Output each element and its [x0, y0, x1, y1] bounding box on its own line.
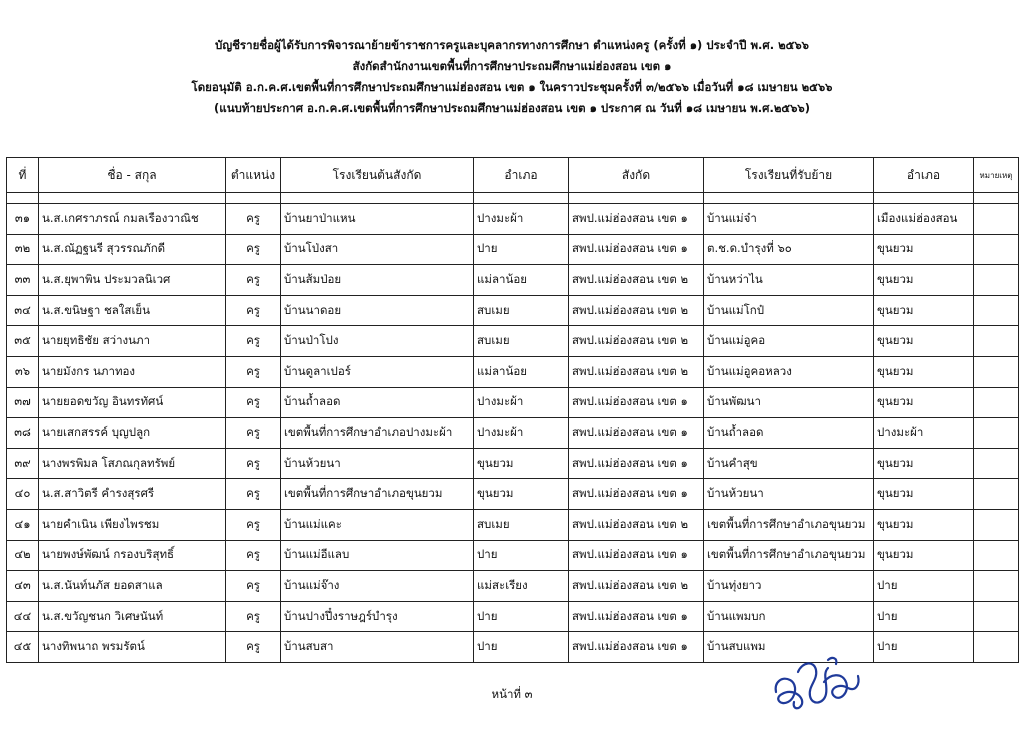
- cell-affiliation: สพป.แม่ฮ่องสอน เขต ๑: [569, 601, 704, 632]
- cell-note: [974, 571, 1019, 602]
- table-row: [7, 356, 1019, 387]
- cell-school: เขตพื้นที่การศึกษาอำเภอปางมะผ้า: [281, 418, 474, 449]
- cell-name: น.ส.สาวิตรี คำรงสุรศรี: [39, 479, 226, 510]
- cell-affiliation: สพป.แม่ฮ่องสอน เขต ๒: [569, 356, 704, 387]
- cell-no: ๓๖: [7, 356, 39, 387]
- cell-new-district: ปางมะผ้า: [874, 418, 974, 449]
- cell-new-district: ขุนยวม: [874, 234, 974, 265]
- spacer-row: [7, 193, 1019, 204]
- cell-name: นายคำเนิน เพียงไพรชม: [39, 509, 226, 540]
- cell-affiliation: สพป.แม่ฮ่องสอน เขต ๑: [569, 418, 704, 449]
- cell-position: ครู: [226, 479, 281, 510]
- cell-note: [974, 204, 1019, 235]
- cell-note: [974, 418, 1019, 449]
- cell-new-district: ขุนยวม: [874, 540, 974, 571]
- cell-note: [974, 356, 1019, 387]
- page-number: หน้าที่ ๓: [491, 687, 533, 701]
- cell-no: ๓๒: [7, 234, 39, 265]
- cell-position: ครู: [226, 540, 281, 571]
- cell-new-district: ขุนยวม: [874, 326, 974, 357]
- cell-school: บ้านป่าโปง: [281, 326, 474, 357]
- column-header-name: ชื่อ - สกุล: [39, 158, 226, 193]
- cell-new-school: บ้านแม่โกป๋: [704, 295, 874, 326]
- column-header-district: อำเภอ: [474, 158, 569, 193]
- cell-no: ๔๓: [7, 571, 39, 602]
- cell-no: ๔๐: [7, 479, 39, 510]
- cell-affiliation: สพป.แม่ฮ่องสอน เขต ๑: [569, 448, 704, 479]
- cell-district: แม่สะเรียง: [474, 571, 569, 602]
- cell-note: [974, 326, 1019, 357]
- column-header-new-district: อำเภอ: [874, 158, 974, 193]
- cell-school: บ้านถ้ำลอด: [281, 387, 474, 418]
- cell-note: [974, 387, 1019, 418]
- table-row: [7, 479, 1019, 510]
- column-header-affiliation: สังกัด: [569, 158, 704, 193]
- cell-note: [974, 632, 1019, 663]
- title-line-2: สังกัดสำนักงานเขตพื้นที่การศึกษาประถมศึกษาแม่ฮ่องสอน เขต ๑: [352, 59, 672, 73]
- document-header: [0, 38, 1024, 122]
- cell-new-school: บ้านถ้ำลอด: [704, 418, 874, 449]
- cell-school: บ้านนาดอย: [281, 295, 474, 326]
- cell-position: ครู: [226, 448, 281, 479]
- cell-name: น.ส.นันท์นภัส ยอดสาแล: [39, 571, 226, 602]
- table-row: [7, 326, 1019, 357]
- cell-note: [974, 265, 1019, 296]
- cell-name: น.ส.ณัฏฐนรี สุวรรณภักดี: [39, 234, 226, 265]
- cell-no: ๓๑: [7, 204, 39, 235]
- cell-district: ปางมะผ้า: [474, 204, 569, 235]
- cell-school: บ้านแม่จ๊าง: [281, 571, 474, 602]
- cell-new-school: บ้านแม่อูคอ: [704, 326, 874, 357]
- cell-name: นายยอดขวัญ อินทรทัศน์: [39, 387, 226, 418]
- cell-affiliation: สพป.แม่ฮ่องสอน เขต ๒: [569, 265, 704, 296]
- cell-position: ครู: [226, 234, 281, 265]
- table-row: [7, 540, 1019, 571]
- table-row: [7, 418, 1019, 449]
- cell-name: นายพงษ์พัฒน์ กรองบริสุทธิ์: [39, 540, 226, 571]
- cell-district: ปาย: [474, 234, 569, 265]
- cell-new-school: ต.ช.ด.บำรุงที่ ๖๐: [704, 234, 874, 265]
- cell-position: ครู: [226, 295, 281, 326]
- cell-school: บ้านแม่อีแลบ: [281, 540, 474, 571]
- cell-position: ครู: [226, 356, 281, 387]
- column-header-no: ที่: [7, 158, 39, 193]
- cell-district: สบเมย: [474, 295, 569, 326]
- column-header-school: โรงเรียนต้นสังกัด: [281, 158, 474, 193]
- cell-affiliation: สพป.แม่ฮ่องสอน เขต ๑: [569, 632, 704, 663]
- cell-position: ครู: [226, 265, 281, 296]
- header-row: [7, 158, 1019, 193]
- cell-district: สบเมย: [474, 326, 569, 357]
- cell-new-district: ขุนยวม: [874, 479, 974, 510]
- cell-position: ครู: [226, 632, 281, 663]
- title-line-3: โดยอนุมัติ อ.ก.ค.ศ.เขตพื้นที่การศึกษาประถมศึกษาแม่ฮ่องสอน เขต ๑ ในคราวประชุมครั้งที่ ๓/๒๕๖๖ เมื่อวันที่ ๑๘ เมษายน ๒๕๖๖: [191, 80, 833, 94]
- cell-affiliation: สพป.แม่ฮ่องสอน เขต ๑: [569, 540, 704, 571]
- cell-new-district: เมืองแม่ฮ่องสอน: [874, 204, 974, 235]
- cell-name: นายยุทธิชัย สว่างนภา: [39, 326, 226, 357]
- cell-note: [974, 448, 1019, 479]
- title-line-1: บัญชีรายชื่อผู้ได้รับการพิจารณาย้ายข้าราชการครูและบุคลากรทางการศึกษา ตำแหน่งครู (ครั้งที่ ๑) ประจำปี พ.ศ. ๒๕๖๖: [215, 38, 809, 52]
- cell-new-school: บ้านแม่จ๋า: [704, 204, 874, 235]
- cell-position: ครู: [226, 326, 281, 357]
- cell-school: เขตพื้นที่การศึกษาอำเภอขุนยวม: [281, 479, 474, 510]
- cell-name: น.ส.ยุพาพิน ประมวลนิเวศ: [39, 265, 226, 296]
- cell-position: ครู: [226, 601, 281, 632]
- cell-district: ขุนยวม: [474, 448, 569, 479]
- cell-new-district: ขุนยวม: [874, 509, 974, 540]
- cell-new-district: ปาย: [874, 571, 974, 602]
- cell-affiliation: สพป.แม่ฮ่องสอน เขต ๒: [569, 326, 704, 357]
- cell-note: [974, 295, 1019, 326]
- cell-district: แม่ลาน้อย: [474, 265, 569, 296]
- cell-position: ครู: [226, 418, 281, 449]
- cell-affiliation: สพป.แม่ฮ่องสอน เขต ๑: [569, 204, 704, 235]
- cell-position: ครู: [226, 204, 281, 235]
- cell-position: ครู: [226, 509, 281, 540]
- cell-no: ๔๒: [7, 540, 39, 571]
- cell-no: ๓๗: [7, 387, 39, 418]
- cell-district: สบเมย: [474, 509, 569, 540]
- cell-school: บ้านโป่งสา: [281, 234, 474, 265]
- cell-new-school: บ้านแพมบก: [704, 601, 874, 632]
- cell-school: บ้านสบสา: [281, 632, 474, 663]
- cell-no: ๓๘: [7, 418, 39, 449]
- table-row: [7, 509, 1019, 540]
- column-header-note: หมายเหตุ: [974, 158, 1019, 193]
- cell-new-school: เขตพื้นที่การศึกษาอำเภอขุนยวม: [704, 540, 874, 571]
- cell-no: ๓๙: [7, 448, 39, 479]
- cell-name: น.ส.ขนิษฐา ชลใสเย็น: [39, 295, 226, 326]
- cell-note: [974, 479, 1019, 510]
- cell-affiliation: สพป.แม่ฮ่องสอน เขต ๑: [569, 234, 704, 265]
- cell-new-district: ขุนยวม: [874, 448, 974, 479]
- table-row: [7, 448, 1019, 479]
- cell-new-school: บ้านสบแพม: [704, 632, 874, 663]
- signature-image: [768, 652, 868, 714]
- cell-affiliation: สพป.แม่ฮ่องสอน เขต ๑: [569, 479, 704, 510]
- cell-new-school: บ้านหว่าไน: [704, 265, 874, 296]
- cell-new-district: ขุนยวม: [874, 295, 974, 326]
- table-row: [7, 265, 1019, 296]
- cell-school: บ้านยาป่าแหน: [281, 204, 474, 235]
- cell-district: ปาย: [474, 540, 569, 571]
- cell-new-school: บ้านแม่อูคอหลวง: [704, 356, 874, 387]
- cell-no: ๓๕: [7, 326, 39, 357]
- cell-new-school: บ้านคำสุข: [704, 448, 874, 479]
- cell-no: ๔๔: [7, 601, 39, 632]
- cell-new-district: ปาย: [874, 601, 974, 632]
- cell-new-district: ขุนยวม: [874, 265, 974, 296]
- cell-district: ปาย: [474, 601, 569, 632]
- cell-no: ๓๔: [7, 295, 39, 326]
- table-row: [7, 295, 1019, 326]
- cell-no: ๓๓: [7, 265, 39, 296]
- cell-new-district: ปาย: [874, 632, 974, 663]
- cell-affiliation: สพป.แม่ฮ่องสอน เขต ๑: [569, 387, 704, 418]
- transfer-table: [6, 157, 1019, 663]
- cell-name: นายมังกร นภาทอง: [39, 356, 226, 387]
- cell-new-school: บ้านทุ่งยาว: [704, 571, 874, 602]
- cell-no: ๔๕: [7, 632, 39, 663]
- table-row: [7, 204, 1019, 235]
- cell-school: บ้านดูลาเปอร์: [281, 356, 474, 387]
- cell-school: บ้านแม่แคะ: [281, 509, 474, 540]
- cell-district: ปาย: [474, 632, 569, 663]
- cell-name: นางทิพนาถ พรมรัตน์: [39, 632, 226, 663]
- cell-district: แม่ลาน้อย: [474, 356, 569, 387]
- cell-district: ขุนยวม: [474, 479, 569, 510]
- cell-affiliation: สพป.แม่ฮ่องสอน เขต ๒: [569, 295, 704, 326]
- cell-new-school: บ้านห้วยนา: [704, 479, 874, 510]
- cell-name: นายเสกสรรค์ บุญปลูก: [39, 418, 226, 449]
- cell-position: ครู: [226, 387, 281, 418]
- cell-district: ปางมะผ้า: [474, 387, 569, 418]
- cell-new-district: ขุนยวม: [874, 356, 974, 387]
- cell-no: ๔๑: [7, 509, 39, 540]
- cell-affiliation: สพป.แม่ฮ่องสอน เขต ๒: [569, 571, 704, 602]
- column-header-position: ตำแหน่ง: [226, 158, 281, 193]
- table-body: [7, 193, 1019, 663]
- cell-name: น.ส.เกศราภรณ์ กมลเรืองวาณิช: [39, 204, 226, 235]
- table-row: [7, 234, 1019, 265]
- cell-school: บ้านส้มป่อย: [281, 265, 474, 296]
- title-line-4: (แนบท้ายประกาศ อ.ก.ค.ศ.เขตพื้นที่การศึกษาประถมศึกษาแม่ฮ่องสอน เขต ๑ ประกาศ ณ วันที่ ๑๘ เมษายน พ.ศ.๒๕๖๖): [214, 101, 810, 115]
- table-row: [7, 571, 1019, 602]
- table-row: [7, 387, 1019, 418]
- cell-name: นางพรพิมล โสภณกุลทรัพย์: [39, 448, 226, 479]
- column-header-new-school: โรงเรียนที่รับย้าย: [704, 158, 874, 193]
- cell-new-district: ขุนยวม: [874, 387, 974, 418]
- cell-new-school: เขตพื้นที่การศึกษาอำเภอขุนยวม: [704, 509, 874, 540]
- cell-school: บ้านห้วยนา: [281, 448, 474, 479]
- cell-note: [974, 601, 1019, 632]
- cell-note: [974, 234, 1019, 265]
- cell-district: ปางมะผ้า: [474, 418, 569, 449]
- cell-new-school: บ้านพัฒนา: [704, 387, 874, 418]
- cell-school: บ้านปางปึ๋งราษฎร์บำรุง: [281, 601, 474, 632]
- cell-note: [974, 540, 1019, 571]
- cell-note: [974, 509, 1019, 540]
- cell-position: ครู: [226, 571, 281, 602]
- cell-name: น.ส.ขวัญชนก วิเศษนันท์: [39, 601, 226, 632]
- table-row: [7, 601, 1019, 632]
- cell-affiliation: สพป.แม่ฮ่องสอน เขต ๒: [569, 509, 704, 540]
